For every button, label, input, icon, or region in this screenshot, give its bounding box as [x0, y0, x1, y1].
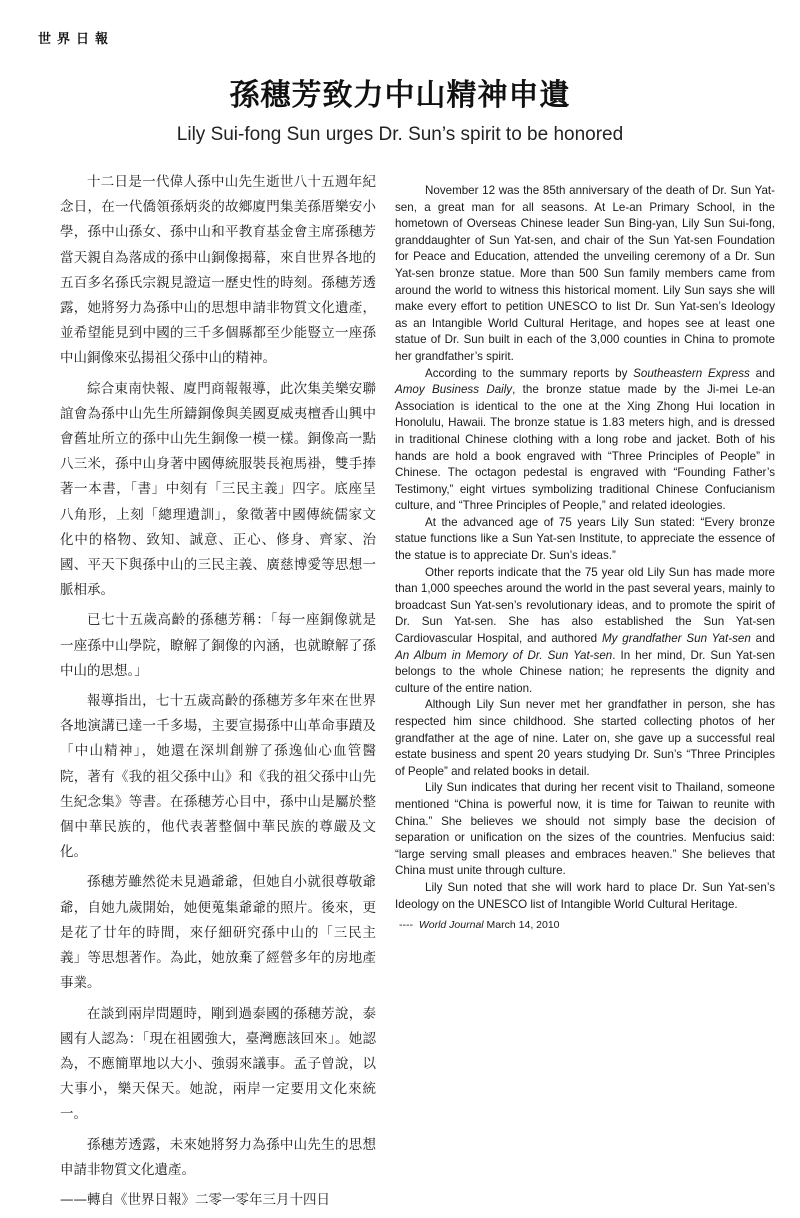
en-paragraph: [395, 366, 775, 515]
headline-chinese: 孫穗芳致力中山精神申遺: [229, 78, 571, 113]
en-paragraph: Lily Sun indicates that during her recent visit to Thailand, someone mentioned “China is powerful now, it is time for Taiwan to reunite with China.” She believes we should not simply base the decision of separation or unification on the sizes of the countries. Menfucius said: “large serving small pleases and embraces heaven.” She believes that China must unite through culture.: [395, 781, 775, 878]
en-text: . In her mind, Dr. Sun Yat-sen belongs to the whole Chinese nation; he represents the dignity and culture of the entire nation.: [395, 648, 775, 695]
en-text: According to the summary reports by: [425, 366, 634, 380]
source-dash: ----: [399, 919, 413, 932]
publication-name: Southeastern Express: [633, 366, 750, 380]
zh-paragraph: 綜合東南快報、廈門商報報導，此次集美樂安聯誼會為孫中山先生所鑄銅像與美國夏威夷檀香山興中會舊址所立的孫中山先生銅像一模一樣。銅像高一點八三米，孫中山身著中國傳統服裝長袍馬褂，雙手捧著一本書，「書」中刻有「三民主義」四字。底座呈八角形，上刻「總理遺訓」，象徵著中國傳統儒家文化中的格物、致知、誠意、正心、修身、齊家、治國、平天下與孫中山的三民主義、廣慈博愛等思想一脈相承。: [60, 380, 376, 599]
headline-english: Lily Sui-fong Sun urges Dr. Sun’s spirit to be honored: [176, 124, 624, 145]
zh-paragraph: 已七十五歲高齡的孫穗芳稱：「每一座銅像就是一座孫中山學院，瞭解了銅像的內涵，也就瞭解了孫中山的思想。」: [60, 612, 376, 679]
zh-paragraph: 十二日是一代偉人孫中山先生逝世八十五週年紀念日，在一代僑領孫炳炎的故鄉廈門集美孫厝樂安小學，孫中山孫女、孫中山和平教育基金會主席孫穗芳當天親自為落成的孫中山銅像揭幕，來自世界各地的五百多名孫氏宗親見證這一歷史性的時刻。孫穗芳透露，她將努力為孫中山的思想申請非物質文化遺產，並希望能見到中國的三千多個縣都至少能豎立一座孫中山銅像來弘揚祖父孫中山的精神。: [60, 174, 376, 367]
en-source-credit: [395, 917, 775, 934]
en-text: and: [749, 366, 775, 380]
en-text: Other reports indicate that the 75 year old Lily Sun has made more than 1,000 speeches around the world in the past several years, mainly to broadcast Sun Yat-sen’s revolutionary ideas, and to promote the spirit of Dr. Sun Yat-sen. She has also established the Sun Yat-sen Cardiovascular Hospital, and authored: [395, 565, 775, 646]
english-article-column: [395, 183, 775, 934]
masthead: 世界日報: [38, 32, 115, 47]
zh-paragraph: 報導指出，七十五歲高齡的孫穗芳多年來在世界各地演講已達一千多場，主要宣揚孫中山革命事蹟及「中山精神」，她還在深圳創辦了孫逸仙心血管醫院，著有《我的祖父孫中山》和《我的祖父孫中山先生紀念集》等書。在孫穗芳心目中，孫中山是屬於整個中華民族的，他代表著整個中華民族的尊嚴及文化。: [60, 693, 376, 861]
en-paragraph: Although Lily Sun never met her grandfather in person, she has respected him since childhood. She started collecting photos of her grandfather at the age of nine. Later on, she gave up a successful real estate business and spent 20 years studying Dr. Sun’s “Three Principles of People” and related books in detail.: [395, 698, 775, 778]
source-publication: World Journal: [418, 919, 484, 932]
en-paragraph: [395, 565, 775, 698]
en-paragraph: At the advanced age of 75 years Lily Sun stated: “Every bronze statue functions like a Sun Yat-sen Institute, to appreciate the essence of the statue is to appreciate Dr. Sun’s ideas.”: [395, 515, 775, 563]
zh-paragraph: 孫穗芳透露，未來她將努力為孫中山先生的思想申請非物質文化遺產。: [60, 1136, 376, 1178]
zh-paragraph: 孫穗芳雖然從未見過爺爺，但她自小就很尊敬爺爺，自她九歲開始，她便蒐集爺爺的照片。後來，更是花了廿年的時間，來仔細研究孫中山的「三民主義」等思想著作。為此，她放棄了經營多年的房地產事業。: [60, 874, 376, 992]
book-title: An Album in Memory of Dr. Sun Yat-sen: [395, 648, 613, 662]
zh-paragraph: 在談到兩岸問題時，剛到過泰國的孫穗芳說，泰國有人認為：「現在祖國強大，臺灣應該回來」。她認為，不應簡單地以大小、強弱來議事。孟子曾說，以大事小，樂天保天。她說，兩岸一定要用文化來統一。: [60, 1005, 376, 1123]
chinese-article-column: [60, 170, 376, 1218]
en-paragraph: Lily Sun noted that she will work hard to place Dr. Sun Yat-sen’s Ideology on the UNESCO list of Intangible World Cultural Heritage.: [395, 880, 775, 911]
en-text: , the bronze statue made by the Ji-mei Le-an Association is identical to the one at the Xing Zhong Hui location in Honolulu, Hawaii. The bronze statue is 1.83 meters high, and is dressed in traditional Chinese clothing with a long robe and jacket. Both of his hands are hold a book engraved with “Three Principles of People” in Chinese. The octagon pedestal is engraved with “Founding Father’s Testimony,” eight virtues symbolizing traditional Chinese Confucianism culture, and “Three Principles of People,” and related ideologies.: [395, 383, 776, 513]
publication-name: Amoy Business Daily: [395, 383, 513, 397]
en-paragraph: November 12 was the 85th anniversary of the death of Dr. Sun Yat-sen, a great man for all seasons. At Le-an Primary School, in the hometown of Overseas Chinese leader Sun Bing-yan, Lily Sun Sui-fong, granddaughter of Sun Yat-sen, and chair of the Sun Yat-sen Foundation for Peace and Education, attended the unveiling ceremony of a Dr. Sun Yat-sen bronze statue. More than 500 Sun family members came from around the world to witness this historical moment. Lily Sun says she will make every effort to petition UNESCO to list Dr. Sun Yat-sen’s Ideology as an Intangible World Cultural Heritage, and hopes see at least one statue of Dr. Sun built in each of the 3,000 counties in China to promote her grandfather’s spirit.: [395, 184, 775, 363]
book-title: My grandfather Sun Yat-sen: [601, 632, 751, 646]
en-text: and: [750, 632, 775, 646]
zh-source-credit: ——轉自《世界日報》二零一零年三月十四日: [60, 1191, 330, 1208]
source-date: March 14, 2010: [486, 919, 560, 932]
